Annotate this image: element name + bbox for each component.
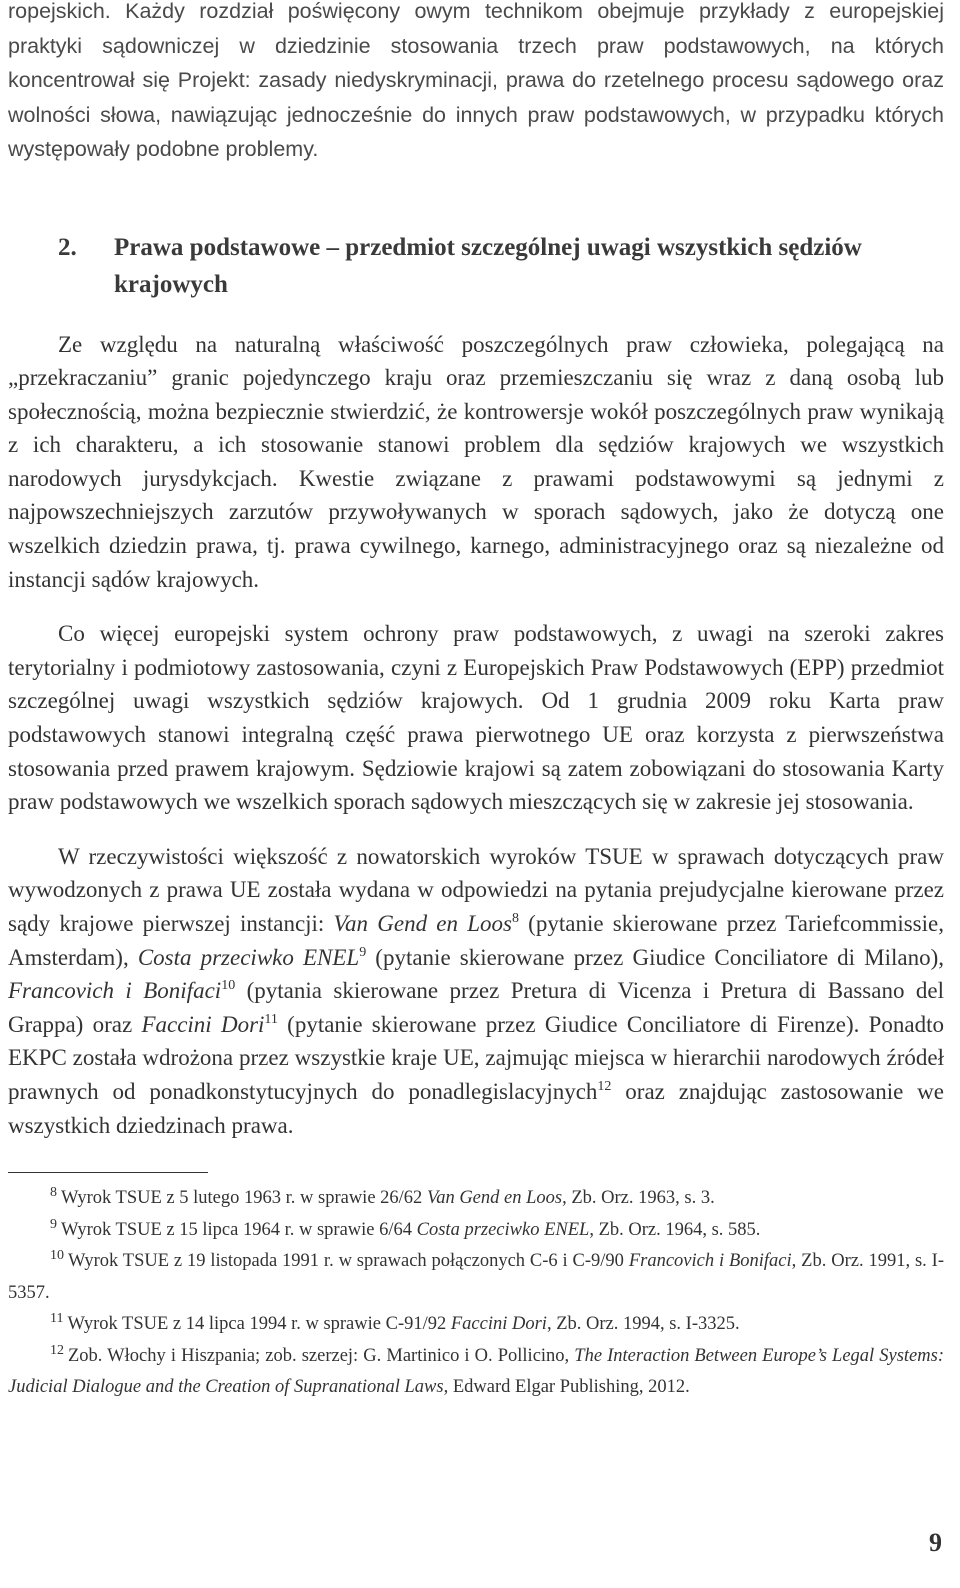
case-name: Faccini Dori — [141, 1011, 265, 1037]
footnote-text: , Zb. Orz. 1994, s. I-3325. — [546, 1314, 740, 1335]
footnote-text: Wyrok TSUE z 14 lipca 1994 r. w sprawie C-91/92 — [67, 1314, 451, 1335]
body-paragraph-2: Co więcej europejski system ochrony praw podstawowych, z uwagi na szeroki zakres terytorialny i podmiotowy zastosowania, czyni z Europejskich Praw Podstawowych (EPP) przedmiot szczególnej uwagi wszystkich sędziów krajowych. Od 1 grudnia 2009 roku Karta praw podstawowych stanowi integralną część prawa pierwotnego UE oraz korzysta z pierwszeństwa stosowania przed prawem krajowym. Sędziowie krajowi są zatem zobowiązani do stosowania Karty praw podstawowych we wszelkich sporach sądowych mieszczących się w zakresie jej stosowania. — [8, 621, 944, 815]
text-run: (pytania skierowane przez Pretura di Vicenza i Pretura di Bassano del Grappa) oraz — [8, 978, 944, 1037]
text-run: (pytanie skierowane przez Tariefcommissie, Amsterdam), — [8, 911, 944, 970]
footnote-text: , Zb. Orz. 1964, s. 585. — [589, 1219, 761, 1240]
footnote-case: Costa przeciwko ENEL — [416, 1219, 590, 1240]
footnote-ref[interactable]: 10 — [221, 978, 236, 994]
body-paragraph-3 — [8, 840, 944, 1142]
footnote-ref[interactable]: 8 — [511, 911, 519, 926]
footnote-text: , Zb. Orz. 1963, s. 3. — [562, 1188, 715, 1209]
case-name: Francovich i Bonifaci — [8, 978, 222, 1004]
footnote-text: , Edward Elgar Publishing, 2012. — [443, 1377, 690, 1398]
footnote-text: Wyrok TSUE z 15 lipca 1964 r. w sprawie 6/64 — [61, 1219, 417, 1240]
text-run: oraz znajdując zastosowanie we wszystkich dziedzinach prawa. — [8, 1078, 944, 1138]
text-run: (pytanie skierowane przez Giudice Conciliatore di Milano), — [366, 944, 945, 970]
footnote-text: , Zb. Orz. 1991, s. I-5357. — [8, 1251, 944, 1303]
footnote-book-title: The Interaction Between Europe’s Legal Systems: Judicial Dialogue and the Creation of Supranational Laws — [8, 1345, 944, 1398]
text-run: W rzeczywistości większość z nowatorskich wyroków TSUE w sprawach dotyczących praw wywodzonych z prawa UE została wydana w odpowiedzi na pytania prejudycjalne kierowane przez sądy krajowe pierwszej instancji: — [8, 843, 944, 936]
footnote-ref[interactable]: 12 — [597, 1078, 612, 1094]
section-number: 2. — [58, 233, 77, 261]
footnote-ref[interactable]: 9 — [359, 944, 367, 960]
footnote-case: Francovich i Bonifaci — [628, 1251, 792, 1272]
footnote: 8 Wyrok TSUE z 5 lutego 1963 r. w sprawie 26/62 Van Gend en Loos, Zb. Orz. 1963, s. 3. — [50, 1185, 715, 1209]
footnote: 9 Wyrok TSUE z 15 lipca 1964 r. w sprawie 6/64 Costa przeciwko ENEL, Zb. Orz. 1964, s. 585. — [50, 1216, 761, 1240]
document-page — [8, 0, 944, 1404]
footnote-text: Zob. Włochy i Hiszpania; zob. szerzej: G. Martinico i O. Pollicino, — [68, 1345, 575, 1366]
footnote-text: Wyrok TSUE z 19 listopada 1991 r. w sprawach połączonych C-6 i C-9/90 — [68, 1251, 629, 1272]
footnote: 12 Zob. Włochy i Hiszpania; zob. szerzej: G. Martinico i O. Pollicino, The Interaction Between Europe’s Legal Systems: Judicial Dialogue and the Creation of Supranational Laws, Edward Elgar Publishing, 2012. — [8, 1342, 944, 1398]
page-number: 9 — [929, 1528, 942, 1557]
footnote: 10 Wyrok TSUE z 19 listopada 1991 r. w sprawach połączonych C-6 i C-9/90 Francovich i Bonifaci, Zb. Orz. 1991, s. I-5357. — [8, 1248, 944, 1303]
footnote-case: Faccini Dori — [450, 1314, 547, 1335]
case-name: Van Gend en Loos — [333, 911, 512, 936]
footnote: 11 Wyrok TSUE z 14 lipca 1994 r. w sprawie C-91/92 Faccini Dori, Zb. Orz. 1994, s. I-3325. — [50, 1311, 740, 1335]
text-run: (pytanie skierowane przez Giudice Conciliatore di Firenze). Ponadto EKPC została wdrożona przez wszystkie kraje UE, zajmując miejsca w hierarchii narodowych źródeł prawnych od ponadkonstytucyjnych do ponadlegislacyjnych — [8, 1011, 945, 1104]
footnote-text: Wyrok TSUE z 5 lutego 1963 r. w sprawie 26/62 — [61, 1188, 427, 1209]
case-name: Costa przeciwko ENEL — [137, 944, 360, 970]
footnote-case: Van Gend en Loos — [426, 1188, 563, 1209]
intro-paragraph: ropejskich. Każdy rozdział poświęcony owym technikom obejmuje przykłady z europejskiej praktyki sądowniczej w dziedzinie stosowania trzech praw podstawowych, na których koncentrował się Projekt: zasady niedyskryminacji, prawa do rzetelnego procesu sądowego oraz wolności słowa, nawiązując jednocześnie do innych praw podstawowych, w przypadku których występowały podobne problemy. — [8, 0, 944, 161]
section-heading — [8, 229, 944, 303]
section-title: Prawa podstawowe – przedmiot szczególnej uwagi wszystkich sędziów krajowych — [114, 233, 862, 298]
footnotes — [8, 1183, 944, 1404]
body-paragraph-1: Ze względu na naturalną właściwość poszczególnych praw człowieka, polegającą na „przekraczaniu” granic pojedynczego kraju oraz przemieszczaniu się wraz z daną osobą lub społecznością, można bezpiecznie stwierdzić, że kontrowersje wokół poszczególnych praw wynikają z ich charakteru, a ich stosowanie stanowi problem dla sędziów krajowych we wszystkich narodowych jurysdykcjach. Kwestie związane z prawami podstawowymi są jednymi z najpowszechniejszych zarzutów przywoływanych w sporach sądowych, jako że dotyczą one wszelkich dziedzin prawa, tj. prawa cywilnego, karnego, administracyjnego oraz są niezależne od instancji sądów krajowych. — [8, 331, 944, 592]
footnote-divider — [8, 1172, 208, 1173]
footnote-ref[interactable]: 11 — [264, 1011, 278, 1027]
